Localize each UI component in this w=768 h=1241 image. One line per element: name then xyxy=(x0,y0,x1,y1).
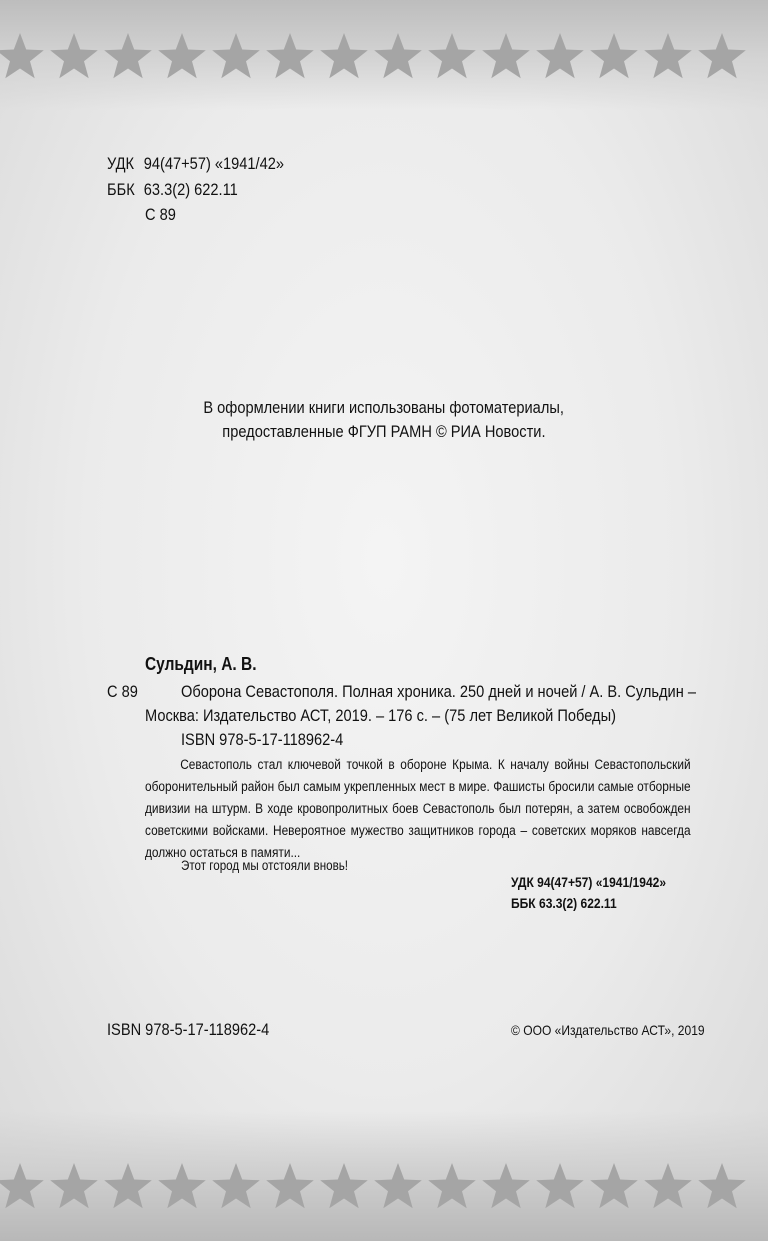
star-icon xyxy=(320,1163,368,1208)
star-icon xyxy=(104,33,152,78)
star-icon xyxy=(482,1163,530,1208)
star-icon xyxy=(50,33,98,78)
copyright: © ООО «Издательство АСТ», 2019 xyxy=(511,1022,705,1038)
star-icon xyxy=(50,1163,98,1208)
isbn-bottom: ISBN 978-5-17-118962-4 xyxy=(107,1020,270,1039)
bbk-value: 63.3(2) 622.11 xyxy=(143,180,238,199)
star-icon xyxy=(590,33,638,78)
udk-line xyxy=(107,154,284,174)
star-icon xyxy=(0,33,44,78)
star-icon xyxy=(320,33,368,78)
star-icon xyxy=(212,1163,260,1208)
star-icon xyxy=(536,33,584,78)
top-star-row xyxy=(0,30,768,86)
star-icon xyxy=(266,33,314,78)
star-icon xyxy=(428,1163,476,1208)
star-icon xyxy=(374,33,422,78)
bibliographic-mark: С 89 xyxy=(107,682,138,701)
star-icon xyxy=(536,1163,584,1208)
author-mark: С 89 xyxy=(145,205,176,224)
star-icon xyxy=(104,1163,152,1208)
bibliographic-line-2: Москва: Издательство АСТ, 2019. – 176 с. – (75 лет Великой Победы) xyxy=(145,706,616,725)
star-icon xyxy=(212,33,260,78)
star-icon xyxy=(266,1163,314,1208)
photo-credit-line-2: предоставленные ФГУП РАМН © РИА Новости. xyxy=(222,422,546,441)
star-icon xyxy=(482,33,530,78)
star-icon xyxy=(158,1163,206,1208)
star-icon xyxy=(428,33,476,78)
udk-bold: УДК 94(47+57) «1941/1942» xyxy=(511,874,667,890)
udk-value: 94(47+57) «1941/42» xyxy=(143,154,284,173)
udk-label: УДК xyxy=(107,154,135,173)
bibliographic-line-1: Оборона Севастополя. Полная хроника. 250 дней и ночей / А. В. Сульдин – xyxy=(181,682,696,701)
slogan: Этот город мы отстояли вновь! xyxy=(181,858,349,873)
bibliographic-author: Сульдин, А. В. xyxy=(145,654,257,674)
bbk-bold: ББК 63.3(2) 622.11 xyxy=(511,895,617,911)
bbk-label: ББК xyxy=(107,180,135,199)
star-icon xyxy=(644,1163,692,1208)
annotation xyxy=(145,754,691,864)
bibliographic-isbn: ISBN 978-5-17-118962-4 xyxy=(181,730,344,749)
star-icon xyxy=(0,1163,44,1208)
bbk-line xyxy=(107,180,238,200)
star-icon xyxy=(158,33,206,78)
star-icon xyxy=(698,33,746,78)
star-row-top-svg xyxy=(0,30,768,86)
star-row-bottom-svg xyxy=(0,1160,768,1216)
annotation-text: Севастополь стал ключевой точкой в обороне Крыма. К началу войны Севастопольский оборонительный район был самым укрепленных мест в мире. Фашисты бросили самые отборные дивизии на штурм. В ходе кровопролитных боев Севастополь был потерян, а затем освобожден советскими войсками. Невероятное мужество защитников города – советских моряков навсегда должно остаться в памяти... xyxy=(145,757,691,860)
star-icon xyxy=(644,33,692,78)
star-icon xyxy=(698,1163,746,1208)
bottom-star-row xyxy=(0,1160,768,1216)
photo-credit-line-1: В оформлении книги использованы фотоматериалы, xyxy=(203,398,565,417)
star-icon xyxy=(374,1163,422,1208)
star-icon xyxy=(590,1163,638,1208)
